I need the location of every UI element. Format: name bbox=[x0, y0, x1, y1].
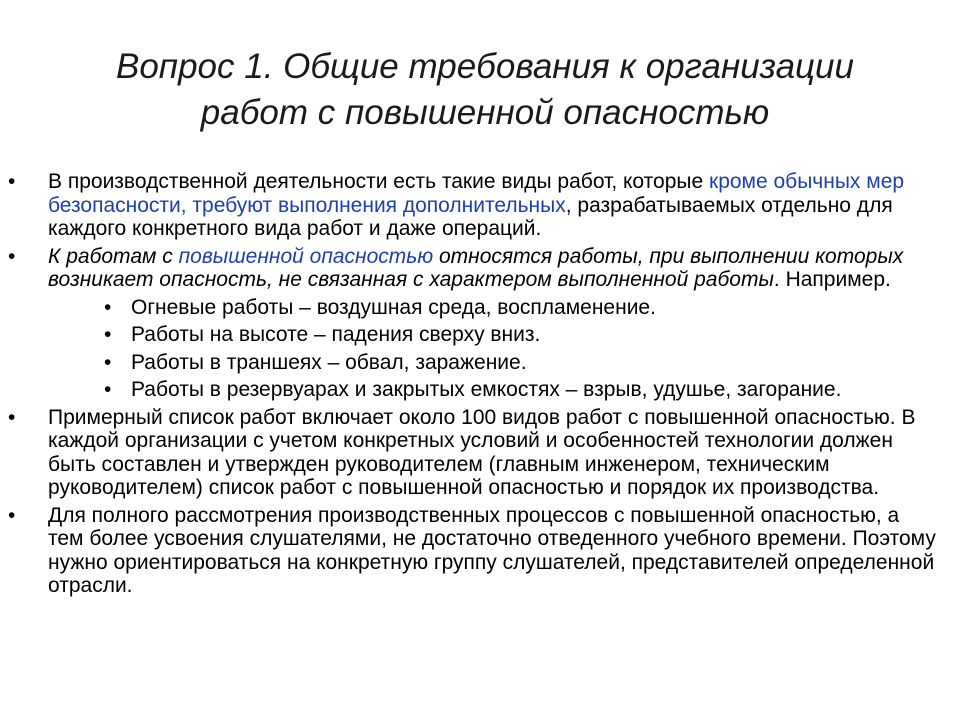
bullet-item-2 bbox=[0, 245, 960, 292]
bullet-item-1 bbox=[0, 170, 960, 241]
sub-list bbox=[0, 296, 960, 402]
bullet-1-text: В производственной деятельности есть такие виды работ, которые bbox=[48, 170, 709, 193]
sub-item-height-works: • Работы на высоте – падения сверху вниз. bbox=[0, 323, 960, 347]
bullet-2-text-end: . Например. bbox=[773, 268, 891, 291]
bullet-1-text-end: , разрабатываемых отдельно для каждого конкретного вида работ и даже операций. bbox=[48, 193, 893, 240]
bullet-2-highlight: повышенной опасностью bbox=[178, 244, 434, 268]
title-line-1: Вопрос 1. Общие требования к организации bbox=[116, 47, 854, 86]
sub-item-tank-works: • Работы в резервуарах и закрытых емкостях – взрыв, удушье, загорание. bbox=[0, 378, 960, 402]
sub-item-trench-works: • Работы в траншеях – обвал, заражение. bbox=[0, 351, 960, 375]
bullet-1-highlight: кроме обычных мер безопасности, требуют выполнения дополнительных bbox=[48, 170, 905, 217]
sub-item-fire-works: • Огневые работы – воздушная среда, воспламенение. bbox=[0, 296, 960, 320]
bullet-2-text-mid: относятся работы, при выполнении которых возникает опасность, не связанная с характером выполненной работы bbox=[48, 244, 904, 291]
slide-content bbox=[0, 170, 960, 602]
bullet-item-4: • Для полного рассмотрения производственных процессов с повышенной опасностью, а тем более усвоения слушателями, не достаточно отведенного учебного времени. Поэтому нужно ориентироваться на конкретную группу слушателей, представителей определенной отрасли. bbox=[0, 504, 960, 598]
bullet-item-3: • Примерный список работ включает около 100 видов работ с повышенной опасностью. В каждой организации с учетом конкретных условий и особенностей технологии должен быть составлен и утвержден руководителем (главным инженером, техническим руководителем) список работ с повышенной опасностью и порядок их производства. bbox=[0, 406, 960, 500]
title-line-2: работ с повышенной опасностью bbox=[200, 93, 770, 132]
bullet-2-text: К работам с bbox=[48, 244, 179, 268]
page-title bbox=[40, 44, 930, 136]
